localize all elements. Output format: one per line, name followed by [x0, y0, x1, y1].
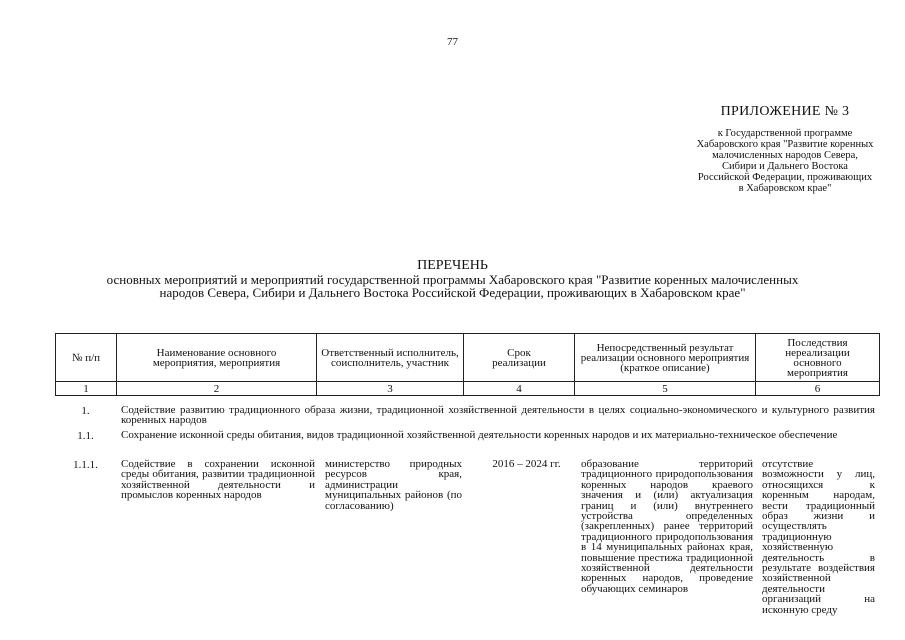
- row-number: 1.1.1.: [73, 459, 98, 471]
- document-title: [0, 258, 905, 299]
- column-number: 1: [56, 382, 117, 396]
- appendix-line: Российской Федерации, проживающих: [697, 172, 873, 183]
- row-number: 1.1.: [77, 430, 94, 442]
- activity-period: 2016 – 2024 гг.: [492, 458, 561, 470]
- appendix-line: Сибири и Дальнего Востока: [722, 161, 848, 172]
- section-title: Содействие развитию традиционного образа жизни, традиционной хозяйственной деятельности в целях социально-экономического и культурного развития коренных народов: [121, 404, 875, 427]
- appendix-line: к Государственной программе: [717, 128, 853, 139]
- table-header-row: [56, 334, 880, 382]
- column-number: 5: [575, 382, 756, 396]
- activity-result: образование территорий традиционного природопользования коренных народов краевого значения и (или) актуализация границ и (или) внутреннего устройства определенных (закрепленных) ранее территорий традиционного природопользования в 14 муниципальных районах края, повышение престижа традиционной хозяйственной деятельности коренных народов, проведение обучающих семинаров: [581, 458, 753, 595]
- column-number: 3: [317, 382, 464, 396]
- activity-executor: министерство природных ресурсов края, администрации муниципальных районов (по согласованию): [325, 458, 462, 512]
- column-header-result: Непосредственный результат реализации основного мероприятия (краткое описание): [575, 334, 756, 382]
- table-column-numbers-row: [56, 382, 880, 396]
- row-number: 1.: [81, 405, 90, 417]
- column-header-number: № п/п: [56, 334, 117, 382]
- column-header-executor: Ответственный исполнитель, соисполнитель, участник: [317, 334, 464, 382]
- subsection-title: Сохранение исконной среды обитания, видов традиционной хозяйственной деятельности коренных народов и их материально-техническое обеспечение: [121, 429, 838, 441]
- appendix-line: малочисленных народов Севера,: [712, 150, 858, 161]
- appendix-block: [640, 104, 905, 194]
- appendix-title: ПРИЛОЖЕНИЕ № 3: [720, 104, 850, 119]
- activity-name: Содействие в сохранении исконной среды обитания, развитии традиционной хозяйственной деятельности и промыслов коренных народов: [121, 458, 315, 502]
- document-subtitle-line: народов Севера, Сибири и Дальнего Востока Российской Федерации, проживающих в Хабаровском крае": [159, 285, 746, 300]
- document-title-main: ПЕРЕЧЕНЬ: [417, 258, 488, 273]
- activity-consequence: отсутствие возможности у лиц, относящихся к коренным народам, вести традиционный образ жизни и осуществлять традиционную хозяйственную деятельность в результате воздействия хозяйственной деятельности организаций на исконную среду: [762, 458, 875, 616]
- column-number: 2: [117, 382, 317, 396]
- appendix-line: в Хабаровском крае": [738, 183, 832, 194]
- column-number: 6: [756, 382, 880, 396]
- column-header-consequence: Последствия нереализации основного мероприятия: [756, 334, 880, 382]
- column-header-name: Наименование основного мероприятия, мероприятия: [117, 334, 317, 382]
- page-number: 77: [447, 36, 458, 48]
- column-number: 4: [464, 382, 575, 396]
- column-header-period: Срок реализации: [464, 334, 575, 382]
- table-header: [55, 333, 880, 396]
- document-subtitle-line: основных мероприятий и мероприятий государственной программы Хабаровского края "Развитие коренных малочисленных: [106, 272, 799, 287]
- appendix-line: Хабаровского края "Развитие коренных: [696, 139, 874, 150]
